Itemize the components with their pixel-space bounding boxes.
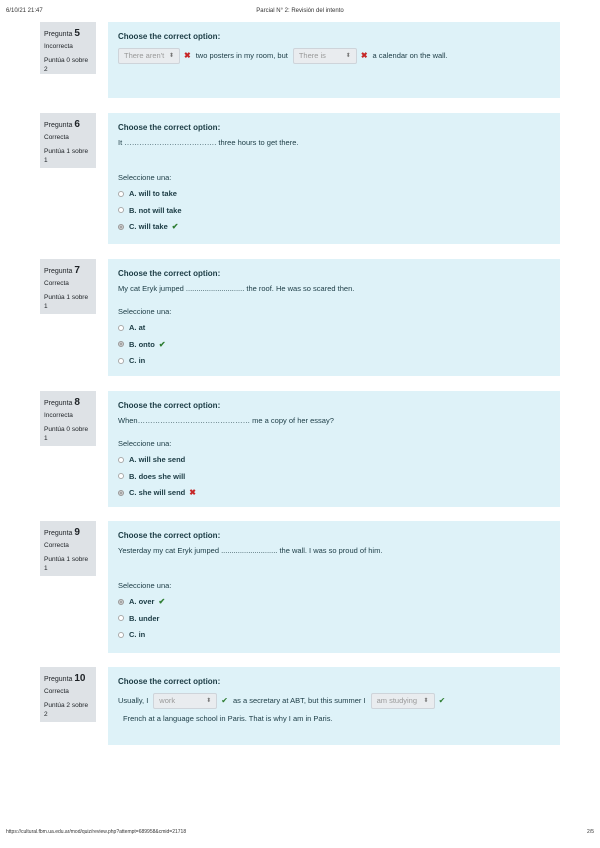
select-one-label: Seleccione una: <box>118 580 172 590</box>
question-content-7 <box>108 259 560 376</box>
question-label: Pregunta <box>44 268 73 275</box>
question-label: Pregunta <box>44 31 73 38</box>
select-one-label: Seleccione una: <box>118 172 172 182</box>
radio-button-selected[interactable] <box>118 599 124 605</box>
radio-button-selected[interactable] <box>118 341 124 347</box>
question-text: It ………………………………. three hours to get there. <box>118 138 299 147</box>
answer-option[interactable]: C. she will send ✖ <box>118 485 550 502</box>
question-grade: Puntúa 1 sobre 1 <box>44 294 89 310</box>
radio-button[interactable] <box>118 358 124 364</box>
question-state: Incorrecta <box>44 43 73 50</box>
question-grade: Puntúa 0 sobre 1 <box>44 426 89 442</box>
question-text: My cat Eryk jumped ............................ the roof. He was so scared then. <box>118 284 355 293</box>
question-number: 8 <box>74 397 80 408</box>
updown-arrow-icon: ⬍ <box>345 53 351 59</box>
question-content-9 <box>108 521 560 653</box>
question-text: Usually, I work ⬍ ✔ as a secretary at ABT, but this summer I am studying ⬍ ✔ French at a language school in Paris. That is why I am in Paris. <box>118 692 550 728</box>
updown-arrow-icon: ⬍ <box>423 698 429 704</box>
question-label: Pregunta <box>44 676 73 683</box>
question-text: There aren't ⬍ ✖ two posters in my room, but There is ⬍ ✖ a calendar on the wall. <box>118 47 550 65</box>
print-url: https://cultural.fbm.ua.edu.ar/mod/quiz/review.php?attempt=689958&cmid=21718 <box>6 829 187 835</box>
updown-arrow-icon: ⬍ <box>168 53 174 59</box>
question-label: Pregunta <box>44 400 73 407</box>
question-info-6 <box>40 113 96 168</box>
print-date: 6/10/21 21:47 <box>6 8 43 14</box>
question-title: Choose the correct option: <box>118 32 221 41</box>
question-text: When……………………………………… me a copy of her essay? <box>118 416 334 425</box>
question-number: 6 <box>74 119 80 130</box>
check-icon: ✔ <box>221 696 228 705</box>
question-grade: Puntúa 2 sobre 2 <box>44 702 89 718</box>
question-title: Choose the correct option: <box>118 531 221 540</box>
question-content-8 <box>108 391 560 507</box>
check-icon: ✔ <box>438 696 446 705</box>
question-title: Choose the correct option: <box>118 123 221 132</box>
radio-button[interactable] <box>118 325 124 331</box>
check-icon: ✔ <box>171 222 179 232</box>
question-grade: Puntúa 1 sobre 1 <box>44 556 89 572</box>
question-info-8 <box>40 391 96 446</box>
print-page-number: 2/5 <box>587 829 594 835</box>
answer-select-1[interactable]: There aren't ⬍ <box>118 48 180 64</box>
check-icon: ✔ <box>158 597 166 607</box>
question-text: Yesterday my cat Eryk jumped ........................... the wall. I was so proud of him. <box>118 546 383 555</box>
question-state: Correcta <box>44 542 69 549</box>
answer-option[interactable]: C. in <box>118 627 550 644</box>
answer-select-2[interactable]: am studying ⬍ <box>371 693 435 709</box>
check-icon: ✔ <box>158 339 166 349</box>
radio-button[interactable] <box>118 473 124 479</box>
answer-select-1[interactable]: work ⬍ <box>153 693 217 709</box>
question-grade: Puntúa 0 sobre 2 <box>44 57 89 73</box>
select-one-label: Seleccione una: <box>118 306 172 316</box>
radio-button-selected[interactable] <box>118 490 124 496</box>
answer-option[interactable]: C. in <box>118 353 550 370</box>
question-title: Choose the correct option: <box>118 401 221 410</box>
radio-button[interactable] <box>118 457 124 463</box>
question-grade: Puntúa 1 sobre 1 <box>44 148 89 164</box>
question-state: Correcta <box>44 280 69 287</box>
answer-select-2[interactable]: There is ⬍ <box>293 48 357 64</box>
question-info-10 <box>40 667 96 722</box>
question-info-7 <box>40 259 96 314</box>
question-info-5 <box>40 22 96 74</box>
radio-button[interactable] <box>118 615 124 621</box>
answer-option[interactable]: B. does she will <box>118 468 550 485</box>
cross-icon: ✖ <box>189 488 196 498</box>
print-title: Parcial N° 2: Revisión del intento <box>256 8 344 14</box>
radio-button[interactable] <box>118 191 124 197</box>
answer-option[interactable]: B. onto ✔ <box>118 336 550 353</box>
updown-arrow-icon: ⬍ <box>206 698 212 704</box>
cross-icon: ✖ <box>184 51 191 60</box>
question-content-6 <box>108 113 560 244</box>
radio-button-selected[interactable] <box>118 224 124 230</box>
answer-option[interactable]: A. will she send <box>118 452 550 469</box>
answer-option[interactable]: A. will to take <box>118 186 550 203</box>
answer-option[interactable]: C. will take ✔ <box>118 219 550 236</box>
radio-button[interactable] <box>118 207 124 213</box>
answer-option[interactable]: A. at <box>118 320 550 337</box>
question-title: Choose the correct option: <box>118 677 221 686</box>
radio-button[interactable] <box>118 632 124 638</box>
answer-option[interactable]: A. over ✔ <box>118 594 550 611</box>
question-title: Choose the correct option: <box>118 269 221 278</box>
answer-option[interactable]: B. under <box>118 610 550 627</box>
question-label: Pregunta <box>44 530 73 537</box>
question-state: Correcta <box>44 134 69 141</box>
question-label: Pregunta <box>44 122 73 129</box>
question-content-5 <box>108 22 560 98</box>
select-one-label: Seleccione una: <box>118 438 172 448</box>
question-number: 5 <box>74 28 80 39</box>
question-number: 10 <box>74 673 86 684</box>
answer-option[interactable]: B. not will take <box>118 202 550 219</box>
question-info-9 <box>40 521 96 576</box>
question-state: Correcta <box>44 688 69 695</box>
question-state: Incorrecta <box>44 412 73 419</box>
cross-icon: ✖ <box>360 51 368 60</box>
question-number: 9 <box>74 527 80 538</box>
question-number: 7 <box>74 265 80 276</box>
question-content-10 <box>108 667 560 745</box>
